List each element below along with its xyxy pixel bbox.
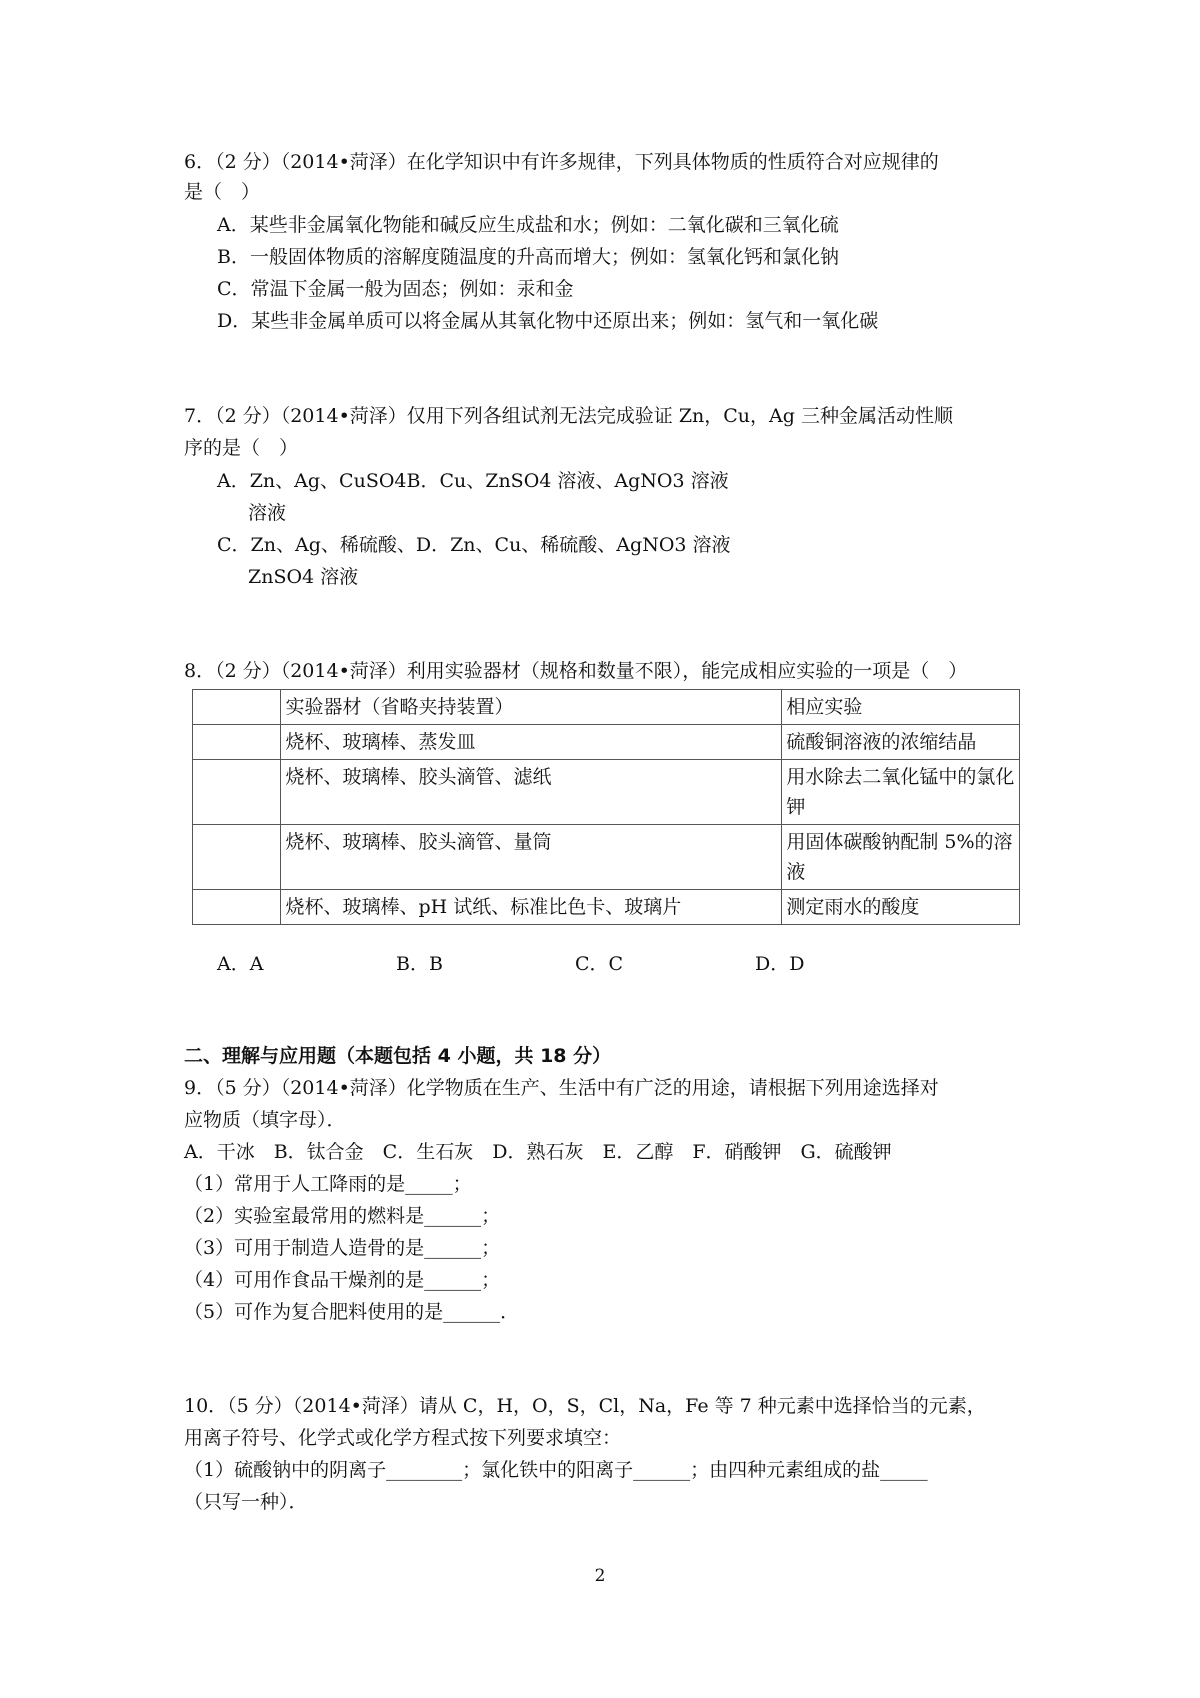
q7-stem-line2: 序的是（ ）: [184, 437, 299, 459]
q9-item-3: （3）可用于制造人造骨的是______；: [184, 1237, 501, 1259]
q8-answer-b: B．B: [396, 953, 443, 975]
table-cell: 用固体碳酸钠配制 5%的溶液: [782, 825, 1020, 890]
table-cell: 测定雨水的酸度: [782, 890, 1020, 925]
q6-option-c: C．常温下金属一般为固态；例如：汞和金: [217, 278, 574, 300]
q7-stem-line1: 7．（2 分）（2014•菏泽）仅用下列各组试剂无法完成验证 Zn，Cu，Ag 三种金属活动性顺: [184, 405, 953, 427]
q9-stem-line2: 应物质（填字母）．: [184, 1109, 346, 1131]
table-cell: [193, 760, 281, 825]
table-cell: 烧杯、玻璃棒、pH 试纸、标准比色卡、玻璃片: [281, 890, 782, 925]
table-row: [193, 825, 1020, 890]
q9-stem-line1: 9．（5 分）（2014•菏泽）化学物质在生产、生活中有广泛的用途，请根据下列用途选择对: [184, 1077, 939, 1099]
table-header-equipment: 实验器材（省略夹持装置）: [281, 690, 782, 725]
q10-stem-line1: 10．（5 分）（2014•菏泽）请从 C，H，O，S，Cl，Na，Fe 等 7 种元素中选择恰当的元素，: [184, 1395, 986, 1417]
table-cell: [193, 725, 281, 760]
q9-choices: A．干冰 B．钛合金 C．生石灰 D．熟石灰 E．乙醇 F．硝酸钾 G．硫酸钾: [184, 1141, 892, 1163]
q7-options-ab-cont: 溶液: [248, 502, 287, 524]
experiment-table: [192, 689, 1020, 925]
table-row: [193, 890, 1020, 925]
q7-options-ab: A．Zn、Ag、CuSO4B．Cu、ZnSO4 溶液、AgNO3 溶液: [217, 470, 729, 492]
section-title: 二、理解与应用题（本题包括 4 小题，共 18 分）: [184, 1045, 612, 1067]
q6-stem-line2: 是（ ）: [184, 181, 261, 203]
q6-stem-line1: 6．（2 分）（2014•菏泽）在化学知识中有许多规律，下列具体物质的性质符合对应规律的: [184, 151, 939, 173]
table-cell: [193, 890, 281, 925]
q6-option-b: B．一般固体物质的溶解度随温度的升高而增大；例如：氢氧化钙和氯化钠: [217, 246, 839, 268]
table-cell: 烧杯、玻璃棒、胶头滴管、量筒: [281, 825, 782, 890]
q7-options-cd-cont: ZnSO4 溶液: [248, 566, 359, 588]
q7-options-cd: C．Zn、Ag、稀硫酸、D．Zn、Cu、稀硫酸、AgNO3 溶液: [217, 534, 731, 556]
table-cell: 烧杯、玻璃棒、蒸发皿: [281, 725, 782, 760]
q8-answer-a: A．A: [217, 953, 264, 975]
q9-item-5: （5）可作为复合肥料使用的是______．: [184, 1301, 520, 1323]
table-header-experiment: 相应实验: [782, 690, 1020, 725]
table-cell: 用水除去二氧化锰中的氯化钾: [782, 760, 1020, 825]
page-number: 2: [594, 1566, 606, 1586]
table-row: [193, 760, 1020, 825]
table-cell: [193, 825, 281, 890]
q6-option-d: D．某些非金属单质可以将金属从其氧化物中还原出来；例如：氢气和一氧化碳: [217, 310, 879, 332]
q10-stem-line2: 用离子符号、化学式或化学方程式按下列要求填空：: [184, 1427, 622, 1449]
q8-answer-c: C．C: [575, 953, 624, 975]
q9-item-4: （4）可用作食品干燥剂的是______；: [184, 1269, 501, 1291]
table-cell: 硫酸铜溶液的浓缩结晶: [782, 725, 1020, 760]
table-row: [193, 725, 1020, 760]
table-cell: [193, 690, 281, 725]
table-cell: 烧杯、玻璃棒、胶头滴管、滤纸: [281, 760, 782, 825]
q8-stem: 8．（2 分）（2014•菏泽）利用实验器材（规格和数量不限），能完成相应实验的一项是（ ）: [184, 660, 968, 682]
q8-answer-d: D．D: [755, 953, 805, 975]
table-header-row: [193, 690, 1020, 725]
q6-option-a: A．某些非金属氧化物能和碱反应生成盐和水；例如：二氧化碳和三氧化硫: [217, 214, 839, 236]
q10-item-1: （1）硫酸钠中的阴离子________；氯化铁中的阳离子______；由四种元素组成的盐_____: [184, 1459, 928, 1481]
q9-item-2: （2）实验室最常用的燃料是______；: [184, 1205, 501, 1227]
q9-item-1: （1）常用于人工降雨的是_____；: [184, 1173, 472, 1195]
q10-item-1-cont: （只写一种）．: [184, 1491, 308, 1513]
